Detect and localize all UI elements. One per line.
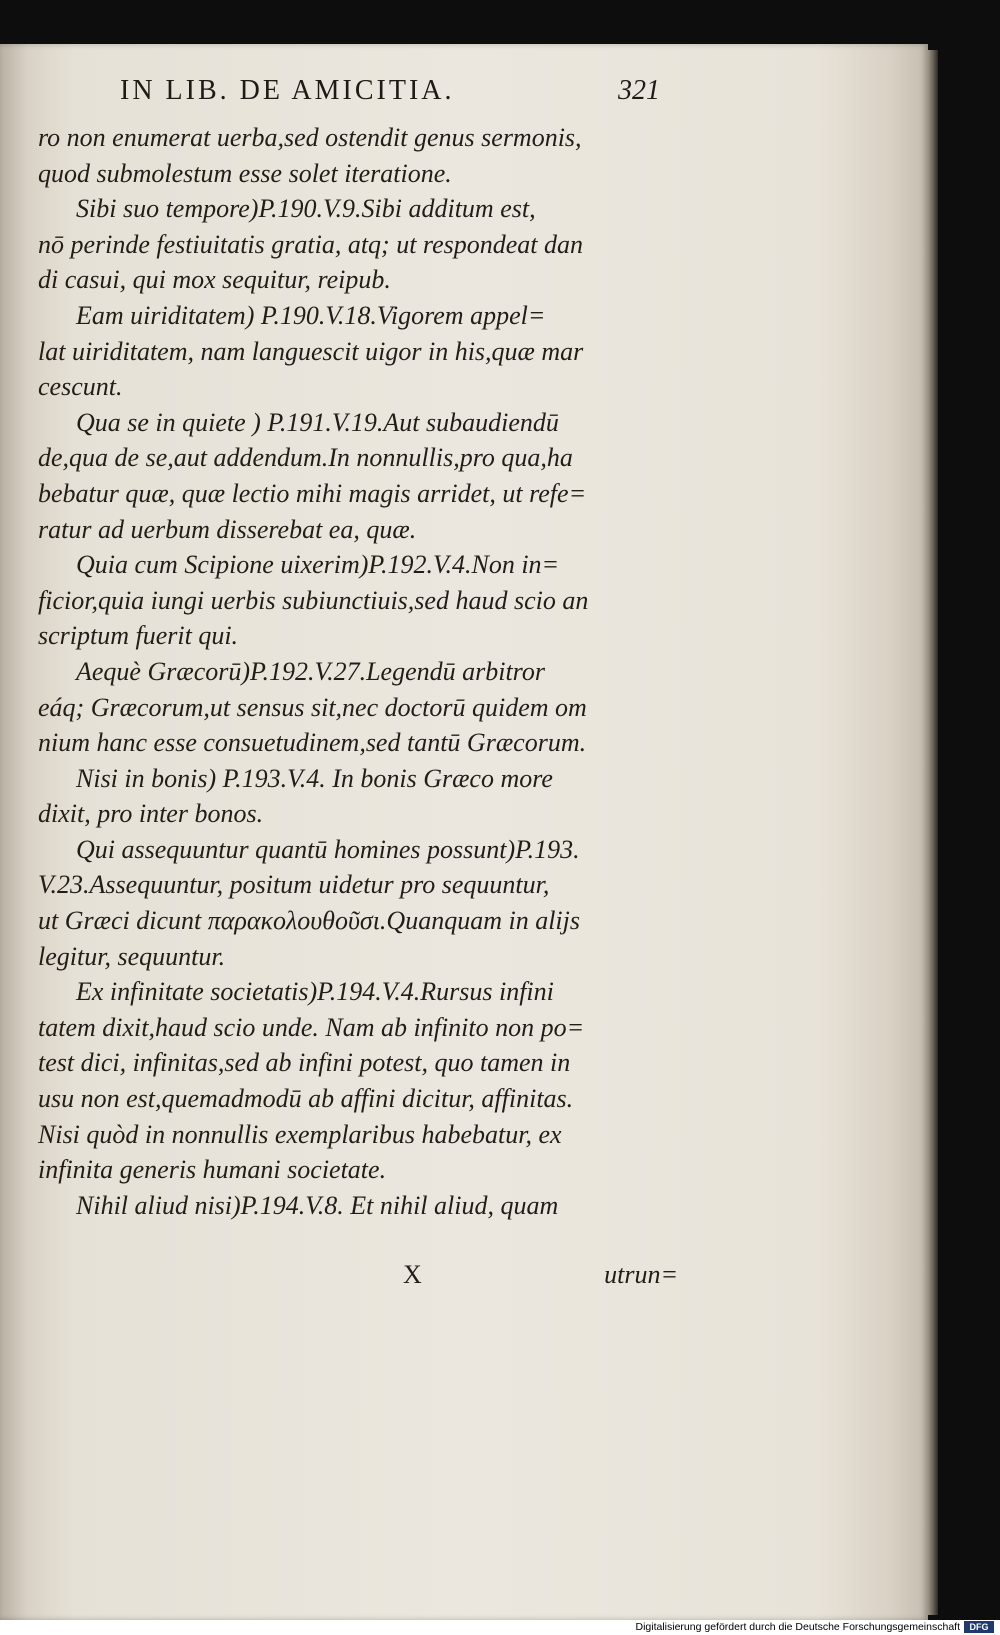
commentary-text bbox=[38, 120, 678, 1223]
text-line: infinita generis humani societate. bbox=[38, 1155, 387, 1185]
text-line: eáq; Græcorum,ut sensus sit,nec doctorū quidem om bbox=[38, 692, 587, 722]
text-line: dixit, pro inter bonos. bbox=[38, 799, 264, 829]
text-line: Ex infinitate societatis)P.194.V.4.Rursus infini bbox=[76, 977, 554, 1007]
text-line: Nihil aliud nisi)P.194.V.8. Et nihil aliud, quam bbox=[76, 1190, 559, 1220]
page-number: 321 bbox=[618, 75, 660, 106]
text-line: quod submolestum esse solet iteratione. bbox=[38, 158, 452, 188]
running-head-title: IN LIB. DE AMICITIA. bbox=[120, 75, 455, 106]
text-line: Nisi in bonis) P.193.V.4. In bonis Græco more bbox=[76, 763, 553, 793]
text-line: ut Græci dicunt παρακολουθοῦσι.Quanquam in alijs bbox=[38, 906, 581, 936]
text-line: tatem dixit,haud scio unde. Nam ab infinito non po= bbox=[38, 1012, 585, 1042]
text-line: scriptum fuerit qui. bbox=[38, 621, 239, 651]
text-line: ro non enumerat uerba,sed ostendit genus sermonis, bbox=[38, 123, 582, 152]
text-line: Qua se in quiete ) P.191.V.19.Aut subaudiendū bbox=[76, 407, 559, 437]
text-line: ratur ad uerbum disserebat ea, quæ. bbox=[38, 514, 417, 544]
text-line: legitur, sequuntur. bbox=[38, 941, 226, 971]
text-line: V.23.Assequuntur, positum uidetur pro sequuntur, bbox=[38, 870, 550, 900]
page-edge bbox=[928, 50, 938, 1615]
digitization-footer bbox=[0, 1620, 1000, 1635]
text-line: Aequè Græcorū)P.192.V.27.Legendū arbitror bbox=[76, 656, 545, 686]
text-line: Sibi suo tempore)P.190.V.9.Sibi additum est, bbox=[76, 194, 536, 224]
text-line: di casui, qui mox sequitur, reipub. bbox=[38, 265, 391, 295]
text-line: Nisi quòd in nonnullis exemplaribus habebatur, ex bbox=[38, 1119, 562, 1149]
text-line: Eam uiriditatem) P.190.V.18.Vigorem appel= bbox=[76, 300, 546, 330]
footer-credit: Digitalisierung gefördert durch die Deutsche Forschungsgemeinschaft bbox=[635, 1621, 960, 1633]
text-line: Quia cum Scipione uixerim)P.192.V.4.Non in= bbox=[76, 550, 560, 580]
text-line: cescunt. bbox=[38, 372, 123, 402]
text-line: de,qua de se,aut addendum.In nonnullis,pro qua,ha bbox=[38, 443, 573, 473]
text-line: lat uiriditatem, nam languescit uigor in his,quæ mar bbox=[38, 336, 584, 366]
text-line: ficior,quia iungi uerbis subiunctiuis,sed haud scio an bbox=[38, 585, 589, 615]
signature-mark: X bbox=[403, 1260, 422, 1289]
dfg-logo: DFG bbox=[964, 1621, 994, 1633]
page-foot bbox=[38, 1260, 678, 1300]
text-line: test dici, infinitas,sed ab infini potest, quo tamen in bbox=[38, 1048, 571, 1078]
text-line: nō perinde festiuitatis gratia, atq; ut respondeat dan bbox=[38, 229, 584, 259]
catchword: utrun= bbox=[604, 1260, 678, 1289]
text-line: bebatur quæ, quæ lectio mihi magis arridet, ut refe= bbox=[38, 478, 587, 508]
text-line: Qui assequuntur quantū homines possunt)P.193. bbox=[76, 834, 580, 864]
text-line: nium hanc esse consuetudinem,sed tantū Græcorum. bbox=[38, 728, 587, 758]
text-line: usu non est,quemadmodū ab affini dicitur, affinitas. bbox=[38, 1084, 574, 1114]
